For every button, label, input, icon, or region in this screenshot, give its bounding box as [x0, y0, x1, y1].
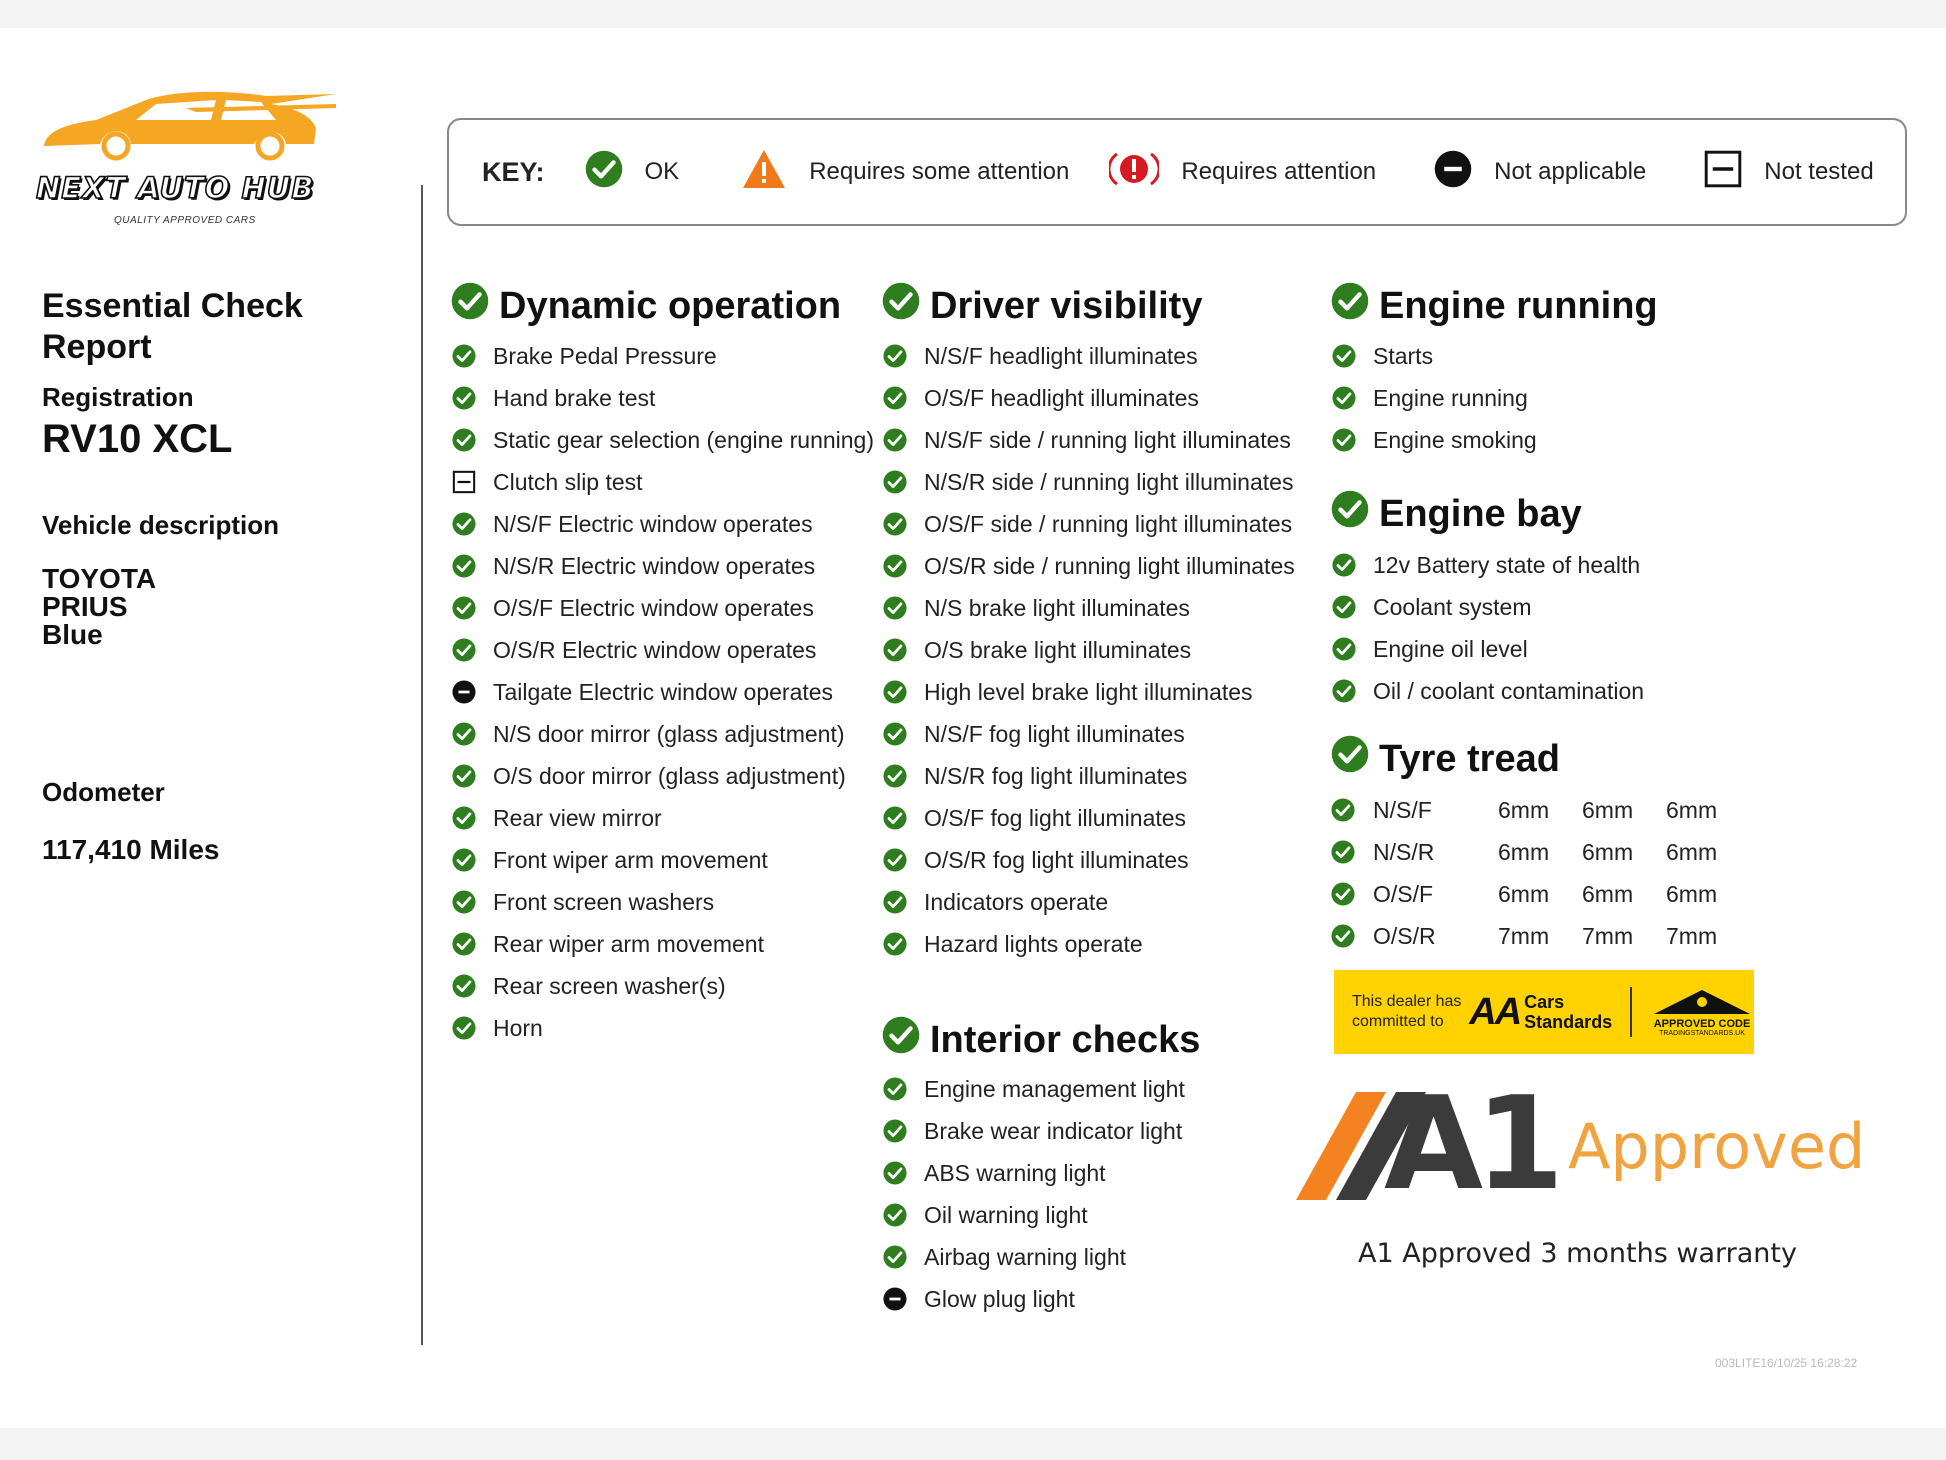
check-icon	[882, 638, 908, 662]
check-icon	[882, 932, 908, 956]
check-item-label: N/S/F side / running light illuminates	[924, 426, 1291, 453]
logo-tagline: QUALITY APPROVED CARS	[114, 215, 256, 226]
check-item-label: Airbag warning light	[924, 1243, 1127, 1270]
vehicle-description-label: Vehicle description	[42, 510, 279, 540]
check-item	[1331, 628, 1644, 670]
tyre-depth: 6mm	[1498, 796, 1550, 823]
check-icon	[882, 1203, 908, 1227]
not-tested-icon	[1704, 150, 1742, 195]
check-item-label: O/S/R side / running light illuminates	[924, 552, 1295, 579]
tyre-depth: 6mm	[1666, 838, 1718, 865]
check-icon	[451, 282, 489, 330]
check-icon	[451, 722, 477, 746]
warning-icon	[741, 148, 787, 197]
tyre-depth: 7mm	[1666, 922, 1718, 949]
check-icon	[882, 428, 908, 452]
check-item	[882, 503, 1295, 545]
check-item	[882, 713, 1295, 755]
check-icon	[1331, 344, 1357, 368]
check-icon	[882, 282, 920, 330]
check-icon	[882, 890, 908, 914]
check-item-label: Brake wear indicator light	[924, 1117, 1183, 1144]
check-icon	[882, 1119, 908, 1143]
check-icon	[1331, 490, 1369, 538]
key-warning-text: Requires some attention	[809, 158, 1070, 185]
check-icon	[882, 512, 908, 536]
check-icon	[882, 596, 908, 620]
a1-approved-word: Approved	[1568, 1110, 1866, 1183]
check-item-label: N/S/F fog light illuminates	[924, 720, 1185, 747]
logo-name: NEXT AUTO HUB	[36, 171, 315, 205]
check-icon	[451, 386, 477, 410]
check-icon	[882, 1161, 908, 1185]
key-alert-text: Requires attention	[1181, 158, 1377, 185]
check-item	[451, 755, 874, 797]
tyre-position: N/S/R	[1373, 838, 1435, 865]
approved-code-text: APPROVED CODE	[1653, 1017, 1751, 1030]
check-item-label: Hazard lights operate	[924, 930, 1143, 957]
approved-code-icon	[1650, 988, 1754, 1016]
section-driver-visibility	[882, 284, 1295, 965]
check-icon	[1331, 386, 1357, 410]
check-item	[1331, 670, 1644, 712]
check-item	[882, 797, 1295, 839]
check-item	[882, 461, 1295, 503]
check-item	[882, 545, 1295, 587]
check-item-label: Front screen washers	[493, 888, 715, 915]
check-item	[1331, 377, 1658, 419]
tyre-depth: 6mm	[1498, 880, 1550, 907]
not-tested-icon	[451, 470, 477, 494]
check-icon	[1331, 595, 1357, 619]
check-item	[451, 839, 874, 881]
key-not-tested-text: Not tested	[1764, 158, 1874, 185]
check-icon	[882, 764, 908, 788]
a1-approved-logo	[1296, 1070, 1866, 1219]
check-item	[882, 1068, 1200, 1110]
check-item	[1331, 544, 1644, 586]
na-icon	[451, 680, 477, 704]
tyre-depth: 6mm	[1582, 838, 1634, 865]
check-item-label: N/S door mirror (glass adjustment)	[493, 720, 845, 747]
check-item-label: Rear wiper arm movement	[493, 930, 764, 957]
vertical-divider	[421, 185, 423, 1345]
key-na-text: Not applicable	[1494, 158, 1647, 185]
vehicle-colour: Blue	[42, 619, 103, 650]
check-item-label: Brake Pedal Pressure	[493, 342, 717, 369]
section-dynamic-operation	[451, 284, 874, 1049]
section-title: Driver visibility	[930, 284, 1203, 327]
check-item-label: N/S/R Electric window operates	[493, 552, 816, 579]
check-item	[451, 1007, 874, 1049]
a1-warranty-text: A1 Approved 3 months warranty	[1358, 1238, 1797, 1269]
check-icon	[1331, 735, 1369, 783]
key-ok	[585, 150, 680, 195]
check-item-label: Rear screen washer(s)	[493, 972, 726, 999]
check-icon	[1331, 282, 1369, 330]
check-item-label: O/S/F side / running light illuminates	[924, 510, 1293, 537]
tyre-position: O/S/R	[1373, 922, 1436, 949]
check-icon	[451, 932, 477, 956]
check-icon	[882, 470, 908, 494]
key-alert	[1109, 150, 1376, 195]
check-item	[882, 377, 1295, 419]
dealer-logo	[36, 86, 346, 236]
check-icon	[451, 512, 477, 536]
check-icon	[451, 974, 477, 998]
check-item	[451, 629, 874, 671]
check-item-label: N/S/R side / running light illuminates	[924, 468, 1294, 495]
check-item	[1331, 586, 1644, 628]
check-item	[451, 797, 874, 839]
car-logo-icon	[36, 86, 346, 164]
na-icon	[882, 1287, 908, 1311]
check-item	[882, 755, 1295, 797]
check-icon	[451, 344, 477, 368]
section-interior-checks	[882, 1018, 1200, 1320]
check-item	[451, 545, 874, 587]
tyre-depth: 6mm	[1666, 796, 1718, 823]
tyre-depth: 6mm	[1666, 880, 1718, 907]
check-item	[451, 965, 874, 1007]
section-engine-running	[1331, 284, 1658, 461]
check-item-label: 12v Battery state of health	[1373, 551, 1641, 578]
check-item-label: Engine running	[1373, 384, 1528, 411]
check-icon	[451, 806, 477, 830]
alert-icon	[1109, 150, 1159, 195]
check-item	[882, 419, 1295, 461]
check-item-label: Rear view mirror	[493, 804, 662, 831]
section-title: Interior checks	[930, 1018, 1201, 1061]
vehicle-model: PRIUS	[42, 591, 128, 622]
check-item-label: O/S/R Electric window operates	[493, 636, 817, 663]
key-label: KEY:	[482, 156, 545, 187]
check-icon	[882, 386, 908, 410]
tyre-row	[1331, 873, 1750, 915]
report-page	[0, 28, 1946, 1428]
check-item	[451, 377, 874, 419]
key-ok-text: OK	[644, 158, 680, 185]
check-item	[451, 923, 874, 965]
check-icon	[451, 554, 477, 578]
check-item	[451, 671, 874, 713]
check-item	[882, 1152, 1200, 1194]
check-icon	[1331, 924, 1357, 948]
check-icon	[1331, 840, 1357, 864]
section-title: Engine bay	[1379, 492, 1582, 535]
aa-badge-text: This dealer has committed to	[1352, 993, 1462, 1030]
check-icon	[451, 890, 477, 914]
check-item	[882, 671, 1295, 713]
check-item	[882, 1278, 1200, 1320]
check-icon	[585, 150, 623, 195]
key-na	[1434, 150, 1646, 195]
check-item-label: Tailgate Electric window operates	[493, 678, 834, 705]
approved-code-mark	[1650, 988, 1754, 1037]
check-item-label: O/S/F headlight illuminates	[924, 384, 1199, 411]
section-title: Dynamic operation	[499, 284, 842, 327]
check-item-label: Hand brake test	[493, 384, 656, 411]
check-item-label: ABS warning light	[924, 1159, 1106, 1186]
check-icon	[882, 680, 908, 704]
check-item	[882, 629, 1295, 671]
check-icon	[882, 848, 908, 872]
check-icon	[1331, 637, 1357, 661]
aa-cars-standards-badge	[1334, 970, 1754, 1054]
check-item-label: O/S brake light illuminates	[924, 636, 1192, 663]
check-icon	[882, 722, 908, 746]
section-engine-bay	[1331, 492, 1644, 712]
check-item-label: N/S/R fog light illuminates	[924, 762, 1188, 789]
status-key	[447, 118, 1907, 226]
tyre-row	[1331, 915, 1750, 957]
check-item	[451, 461, 874, 503]
check-icon	[1331, 553, 1357, 577]
check-item	[451, 713, 874, 755]
check-item-label: Oil / coolant contamination	[1373, 677, 1645, 704]
section-title: Engine running	[1379, 284, 1658, 327]
check-icon	[451, 848, 477, 872]
check-item-label: Starts	[1373, 342, 1434, 369]
check-icon	[451, 1016, 477, 1040]
check-icon	[1331, 882, 1357, 906]
section-title: Tyre tread	[1379, 737, 1560, 780]
check-item-label: Clutch slip test	[493, 468, 643, 495]
tyre-depth: 6mm	[1582, 796, 1634, 823]
registration-value: RV10 XCL	[42, 417, 233, 461]
check-icon	[882, 1016, 920, 1064]
check-item-label: Static gear selection (engine running)	[493, 426, 875, 453]
check-item	[882, 1236, 1200, 1278]
check-item-label: Engine management light	[924, 1075, 1185, 1102]
check-icon	[882, 806, 908, 830]
tyre-depth: 7mm	[1498, 922, 1550, 949]
na-icon	[1434, 150, 1472, 195]
check-icon	[1331, 679, 1357, 703]
vehicle-info-panel	[42, 286, 402, 866]
tyre-depth: 7mm	[1582, 922, 1634, 949]
check-item	[451, 587, 874, 629]
approved-code-subtext: TRADINGSTANDARDS.UK	[1659, 1029, 1745, 1037]
check-item-label: Horn	[493, 1014, 543, 1041]
check-item-label: N/S/F headlight illuminates	[924, 342, 1198, 369]
check-icon	[882, 1077, 908, 1101]
check-item-label: N/S/F Electric window operates	[493, 510, 813, 537]
check-item-label: Glow plug light	[924, 1285, 1075, 1312]
check-item	[882, 587, 1295, 629]
check-icon	[882, 1245, 908, 1269]
registration-label: Registration	[42, 382, 194, 412]
report-title: Essential Check Report	[42, 287, 303, 366]
check-item	[451, 503, 874, 545]
tyre-row	[1331, 789, 1750, 831]
check-icon	[451, 428, 477, 452]
key-warning	[741, 148, 1069, 197]
check-item	[882, 839, 1295, 881]
aa-standards-text: Standards	[1524, 1012, 1613, 1032]
check-item-label: O/S/F fog light illuminates	[924, 804, 1187, 831]
tyre-depth: 6mm	[1498, 838, 1550, 865]
tyre-position: O/S/F	[1373, 880, 1434, 907]
check-item-label: O/S door mirror (glass adjustment)	[493, 762, 846, 789]
tyre-position: N/S/F	[1373, 796, 1432, 823]
check-item	[882, 1194, 1200, 1236]
aa-cars-text: Cars	[1524, 992, 1565, 1012]
vehicle-make: TOYOTA	[42, 563, 157, 594]
check-item-label: O/S/F Electric window operates	[493, 594, 814, 621]
check-item-label: Engine smoking	[1373, 426, 1537, 453]
check-item	[451, 419, 874, 461]
check-item-label: Coolant system	[1373, 593, 1532, 620]
check-icon	[882, 344, 908, 368]
check-icon	[882, 554, 908, 578]
check-item-label: Engine oil level	[1373, 635, 1528, 662]
check-item-label: N/S brake light illuminates	[924, 594, 1190, 621]
aa-logo: AA	[1469, 990, 1521, 1033]
check-item	[882, 923, 1295, 965]
check-item	[882, 1110, 1200, 1152]
check-item-label: O/S/R fog light illuminates	[924, 846, 1189, 873]
tyre-depth: 6mm	[1582, 880, 1634, 907]
odometer-label: Odometer	[42, 777, 165, 807]
check-item-label: Front wiper arm movement	[493, 846, 768, 873]
check-item	[882, 881, 1295, 923]
a1-mark: A1	[1384, 1070, 1557, 1219]
check-item	[1331, 335, 1658, 377]
check-item	[1331, 419, 1658, 461]
check-item	[451, 335, 874, 377]
check-item	[882, 335, 1295, 377]
check-icon	[1331, 428, 1357, 452]
section-tyre-tread	[1331, 737, 1750, 957]
check-item	[451, 881, 874, 923]
key-not-tested	[1704, 150, 1873, 195]
check-icon	[451, 764, 477, 788]
check-icon	[451, 596, 477, 620]
tyre-row	[1331, 831, 1750, 873]
check-icon	[451, 638, 477, 662]
odometer-value: 117,410 Miles	[42, 834, 220, 865]
check-icon	[1331, 798, 1357, 822]
footer-stamp: 003LITE16/10/25 16:28:22	[1715, 1356, 1858, 1370]
check-item-label: Oil warning light	[924, 1201, 1088, 1228]
check-item-label: Indicators operate	[924, 888, 1109, 915]
badge-separator	[1630, 987, 1632, 1037]
check-item-label: High level brake light illuminates	[924, 678, 1253, 705]
